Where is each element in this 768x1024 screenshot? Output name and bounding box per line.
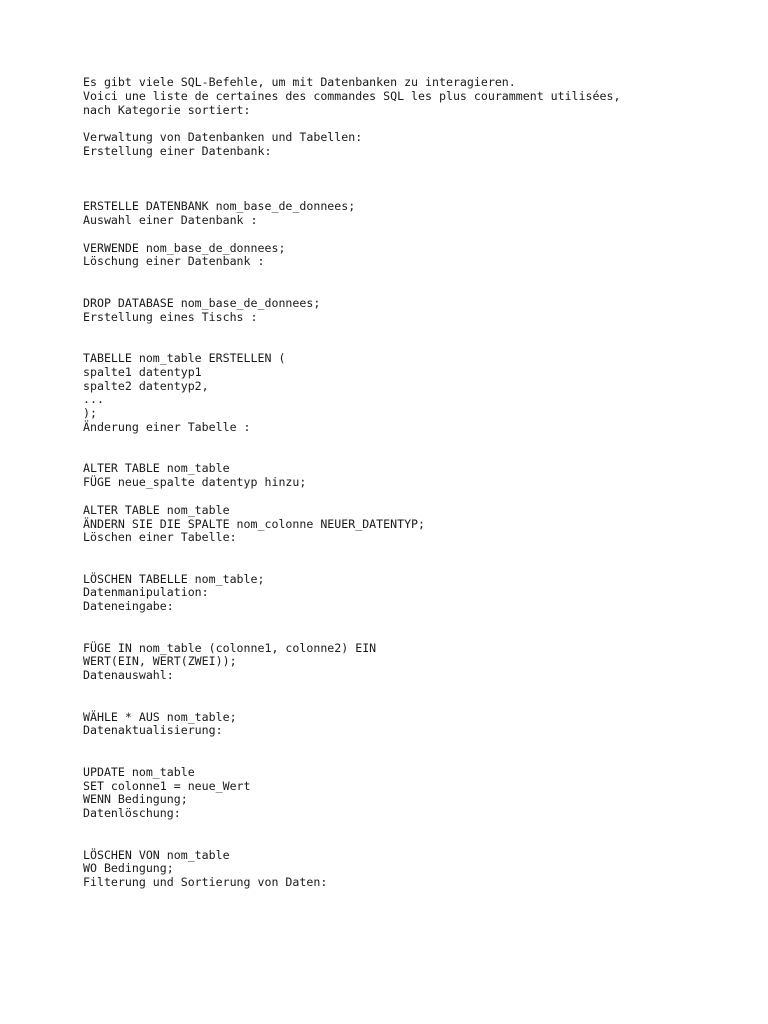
text-line: nach Kategorie sortiert: (83, 102, 251, 117)
text-line: SET colonne1 = neue_Wert (83, 778, 251, 793)
text-line: UPDATE nom_table (83, 764, 195, 779)
text-line (83, 269, 743, 283)
text-line (83, 683, 743, 697)
text-line (83, 628, 743, 642)
text-line: spalte2 datentyp2, (83, 378, 209, 393)
text-line: Verwaltung von Datenbanken und Tabellen: (83, 130, 363, 145)
text-line (83, 614, 743, 628)
text-line: TABELLE nom_table ERSTELLEN ( (83, 350, 286, 365)
text-line: DROP DATABASE nom_base_de_donnees; (83, 295, 321, 310)
text-line (83, 835, 743, 849)
text-line: Datenmanipulation: (83, 585, 209, 600)
text-line (83, 228, 743, 242)
text-line: ALTER TABLE nom_table (83, 502, 230, 517)
text-line: Auswahl einer Datenbank : (83, 212, 258, 227)
document-text (83, 76, 743, 890)
text-line: Filterung und Sortierung von Daten: (83, 875, 328, 890)
text-line: Datenaktualisierung: (83, 723, 223, 738)
text-line (83, 324, 743, 338)
text-line: Dateneingabe: (83, 599, 174, 614)
text-line (83, 752, 743, 766)
text-line (83, 173, 743, 187)
text-line (83, 449, 743, 463)
text-line: Voici une liste de certaines des commandes SQL les plus couramment utilisées, (83, 88, 621, 103)
text-line (83, 159, 743, 173)
text-line (83, 559, 743, 573)
text-line: ); (83, 406, 97, 421)
text-line: LÖSCHEN VON nom_table (83, 847, 230, 862)
text-line (83, 545, 743, 559)
text-line: FÜGE IN nom_table (colonne1, colonne2) EIN (83, 640, 377, 655)
text-line (83, 738, 743, 752)
text-line: Löschen einer Tabelle: (83, 530, 237, 545)
text-line: ERSTELLE DATENBANK nom_base_de_donnees; (83, 199, 356, 214)
text-line: ÄNDERN SIE DIE SPALTE nom_colonne NEUER_DATENTYP; (83, 516, 426, 531)
text-line: LÖSCHEN TABELLE nom_table; (83, 571, 265, 586)
text-line (83, 435, 743, 449)
text-line (83, 697, 743, 711)
text-line (83, 117, 743, 131)
text-line: FÜGE neue_spalte datentyp hinzu; (83, 475, 307, 490)
text-line (83, 338, 743, 352)
text-line: Datenlöschung: (83, 806, 181, 821)
text-line: ... (83, 392, 104, 407)
text-line: ALTER TABLE nom_table (83, 461, 230, 476)
text-line (83, 186, 743, 200)
text-line: WERT(EIN, WERT(ZWEI)); (83, 654, 237, 669)
text-line: Es gibt viele SQL-Befehle, um mit Datenbanken zu interagieren. (83, 75, 516, 89)
text-line: WENN Bedingung; (83, 792, 188, 807)
text-line (83, 821, 743, 835)
text-line: WO Bedingung; (83, 861, 174, 876)
text-line: Erstellung eines Tischs : (83, 309, 258, 324)
text-line: WÄHLE * AUS nom_table; (83, 709, 237, 724)
text-line: Änderung einer Tabelle : (83, 419, 251, 434)
text-line: Datenauswahl: (83, 668, 174, 683)
text-line: Erstellung einer Datenbank: (83, 143, 272, 158)
text-line: VERWENDE nom_base_de_donnees; (83, 240, 286, 255)
text-line (83, 490, 743, 504)
text-line: spalte1 datentyp1 (83, 364, 202, 379)
text-line: Löschung einer Datenbank : (83, 254, 265, 269)
text-line (83, 283, 743, 297)
